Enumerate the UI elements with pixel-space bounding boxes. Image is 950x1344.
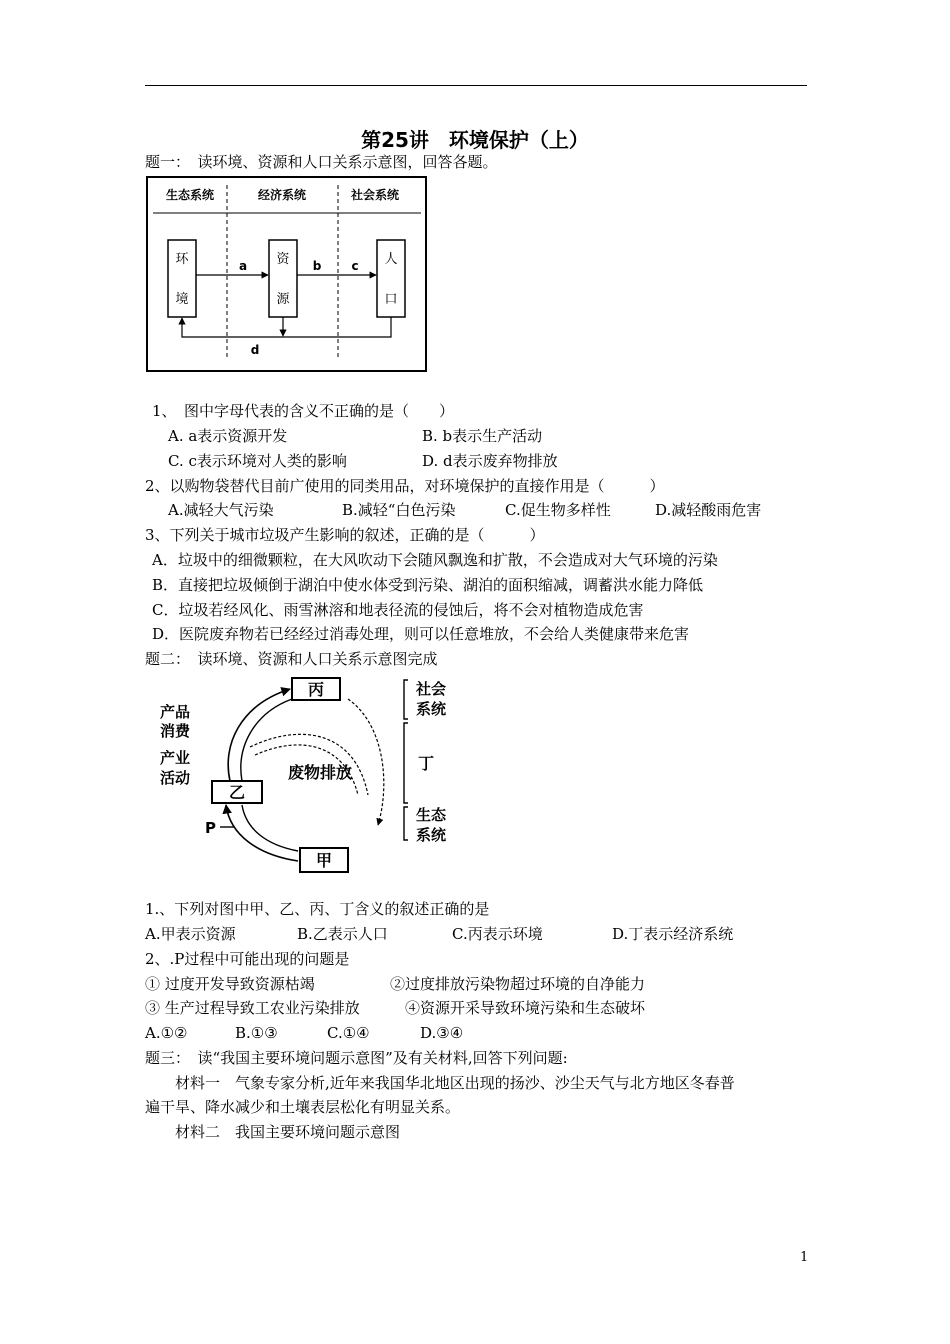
q2-s1-opt-d: D.丁表示经济系统 — [612, 925, 734, 943]
col-econ-system: 经济系统 — [257, 188, 307, 202]
label-bing: 丙 — [307, 680, 325, 699]
q1-s2-opt-b: B.减轻“白色污染 — [342, 501, 456, 519]
q2-s2-opt-2: ②过度排放污染物超过环境的自净能力 — [390, 975, 646, 993]
q2-s2-opt-3: ③ 生产过程导致工农业污染排放 — [145, 999, 360, 1017]
q2-s1-stem: 1.、下列对图中甲、乙、丙、丁含义的叙述正确的是 — [145, 900, 490, 918]
q2-s2-opt-4: ④资源开采导致环境污染和生态破坏 — [405, 999, 646, 1017]
label-product-1: 产品 — [160, 703, 191, 721]
q2-s2-opt-1: ① 过度开发导致资源枯竭 — [145, 975, 315, 993]
box-pop-char-1: 人 — [384, 252, 398, 267]
arrow-d — [182, 317, 391, 337]
label-social-2: 系统 — [416, 700, 447, 718]
label-ding: 丁 — [418, 754, 435, 773]
page-title: 第25讲 环境保护（上） — [361, 128, 589, 152]
label-eco-2: 系统 — [416, 826, 447, 844]
q1-header: 题一： 读环境、资源和人口关系示意图，回答各题。 — [145, 153, 498, 171]
label-social-1: 社会 — [416, 680, 447, 698]
label-p: P — [205, 819, 216, 837]
q2-s1-opt-a: A.甲表示资源 — [145, 925, 236, 943]
q1-s2-opt-c: C.促生物多样性 — [505, 501, 611, 519]
col-social-system: 社会系统 — [350, 188, 400, 202]
q1-s1-stem: 1、 图中字母代表的含义不正确的是（ ） — [152, 402, 455, 420]
label-d: d — [250, 343, 260, 357]
label-yi: 乙 — [228, 783, 246, 802]
q1-s3-opt-a: A．垃圾中的细微颗粒，在大风吹动下会随风飘逸和扩散，不会造成对大气环境的污染 — [152, 551, 718, 569]
bracket-social — [404, 680, 408, 719]
q1-s2-opt-a: A.减轻大气污染 — [168, 501, 274, 519]
label-product-2: 消费 — [160, 722, 191, 740]
bracket-eco — [404, 807, 408, 840]
waste-arrow-outer — [348, 699, 384, 825]
q1-s1-opt-c: C. c表示环境对人类的影响 — [168, 452, 347, 470]
label-industry-2: 活动 — [160, 769, 191, 787]
q2-header: 题二： 读环境、资源和人口关系示意图完成 — [145, 650, 438, 668]
q3-header: 题三： 读“我国主要环境问题示意图”及有关材料,回答下列问题: — [145, 1049, 568, 1067]
label-b: b — [312, 259, 322, 273]
label-c: c — [351, 259, 359, 273]
label-industry-1: 产业 — [160, 749, 191, 767]
q3-material1-line1: 材料一 气象专家分析,近年来我国华北地区出现的扬沙、沙尘天气与北方地区冬春普 — [175, 1074, 735, 1092]
q3-material2: 材料二 我国主要环境问题示意图 — [175, 1123, 401, 1141]
bracket-ding — [404, 723, 408, 803]
q2-s2-choice-b: B.①③ — [235, 1024, 278, 1042]
q3-material1-line2: 遍干旱、降水减少和土壤表层松化有明显关系。 — [145, 1098, 461, 1116]
q1-s2-stem: 2、以购物袋替代目前广使用的同类用品，对环境保护的直接作用是（ ） — [145, 477, 665, 495]
q2-s2-stem: 2、.P过程中可能出现的问题是 — [145, 950, 350, 968]
label-waste: 废物排放 — [288, 763, 353, 782]
q1-s3-opt-c: C．垃圾若经风化、雨雪淋溶和地表径流的侵蚀后，将不会对植物造成危害 — [152, 601, 644, 619]
q2-s2-choice-a: A.①② — [145, 1024, 188, 1042]
q1-s2-opt-d: D.减轻酸雨危害 — [655, 501, 762, 519]
q2-s1-opt-c: C.丙表示环境 — [452, 925, 543, 943]
diagram-env-resource-population — [145, 175, 430, 375]
q2-s1-opt-b: B.乙表示人口 — [297, 925, 388, 943]
q1-s3-opt-b: B．直接把垃圾倾倒于湖泊中使水体受到污染、湖泊的面积缩减，调蓄洪水能力降低 — [152, 576, 704, 594]
box-env-char-1: 环 — [175, 252, 189, 267]
header-rule — [145, 85, 807, 86]
label-eco-1: 生态 — [416, 806, 447, 824]
q2-s2-choice-d: D.③④ — [420, 1024, 464, 1042]
label-jia: 甲 — [315, 851, 333, 870]
box-res-char-1: 资 — [276, 252, 290, 267]
q1-s3-stem: 3、下列关于城市垃圾产生影响的叙述，正确的是（ ） — [145, 526, 545, 544]
q1-s1-opt-d: D. d表示废弃物排放 — [422, 452, 558, 470]
arrow-jia-to-yi-outer — [226, 805, 298, 861]
diagram-cycle — [150, 675, 475, 875]
q1-s1-opt-b: B. b表示生产活动 — [422, 427, 543, 445]
q2-s2-choice-c: C.①④ — [327, 1024, 370, 1042]
q1-s1-opt-a: A. a表示资源开发 — [168, 427, 288, 445]
box-res-char-2: 源 — [276, 292, 290, 307]
box-pop-char-2: 口 — [384, 292, 398, 307]
q1-s3-opt-d: D．医院废弃物若已经经过消毒处理，则可以任意堆放，不会给人类健康带来危害 — [152, 625, 690, 643]
label-a: a — [238, 259, 248, 273]
box-env-char-2: 境 — [175, 292, 189, 307]
arrow-yi-to-bing-outer — [228, 689, 290, 781]
page-number: 1 — [800, 1250, 809, 1265]
col-eco-system: 生态系统 — [165, 188, 215, 202]
